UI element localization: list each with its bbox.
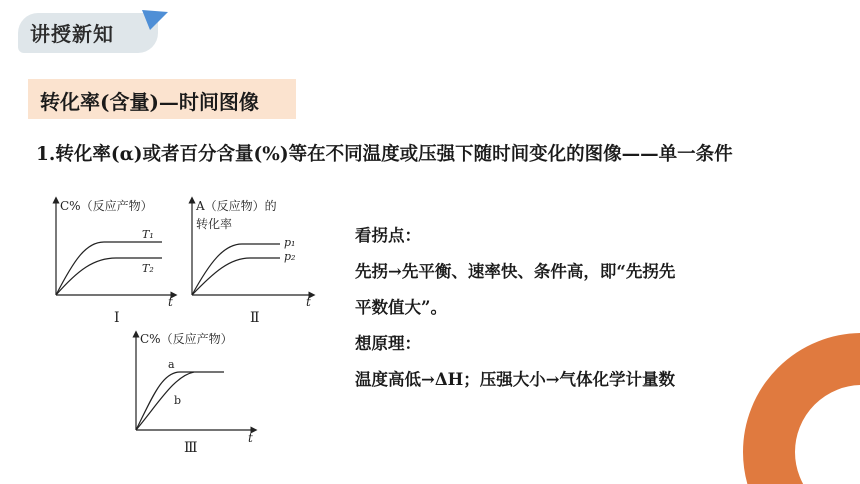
notes-block <box>355 218 675 398</box>
note-line: 看拐点： <box>355 226 421 245</box>
graph2-curve-bottom-label: p₂ <box>284 250 296 263</box>
graph1-ylabel: C%（反应产物） <box>60 199 153 213</box>
graph3-curve-bottom-label: b <box>174 394 182 407</box>
graph3-ylabel: C%（反应产物） <box>140 332 233 346</box>
graph2-ylabel-line1: A（反应物）的 <box>196 199 277 213</box>
curve-p1 <box>192 244 280 295</box>
note-line: 先拐→先平衡、速率快、条件高，即“先拐先 <box>355 262 676 281</box>
graph1-xlabel: t <box>168 295 173 309</box>
intro-line: 1.转化率(α)或者百分含量(%)等在不同温度或压强下随时间变化的图像——单一条件 <box>36 144 733 165</box>
graph1-curve-bottom-label: T₂ <box>142 262 154 275</box>
conversion-time-figure <box>44 190 324 458</box>
note-line: 温度高低→ΔH；压强大小→气体化学计量数 <box>355 370 676 389</box>
graph-3 <box>136 331 254 456</box>
note-line: 想原理： <box>355 334 421 353</box>
graph2-xlabel: t <box>306 295 311 309</box>
curve-p2 <box>192 258 280 295</box>
graph3-curve-top-label: a <box>168 358 175 371</box>
section-title: 转化率(含量)—时间图像 <box>40 90 259 114</box>
graph2-roman: Ⅱ <box>250 310 260 326</box>
graph3-xlabel: t <box>248 431 253 445</box>
graph2-ylabel-line2: 转化率 <box>196 217 233 231</box>
graph1-curve-top-label: T₁ <box>142 228 154 241</box>
flag-icon <box>140 8 170 32</box>
graph-2 <box>192 198 312 326</box>
graph1-roman: Ⅰ <box>114 310 120 326</box>
graph3-roman: Ⅲ <box>184 440 198 456</box>
curve-b <box>136 372 194 430</box>
note-line: 平数值大”。 <box>355 298 447 317</box>
graph-1 <box>56 198 174 326</box>
graph2-curve-top-label: p₁ <box>284 236 296 249</box>
badge-label: 讲授新知 <box>30 22 114 46</box>
